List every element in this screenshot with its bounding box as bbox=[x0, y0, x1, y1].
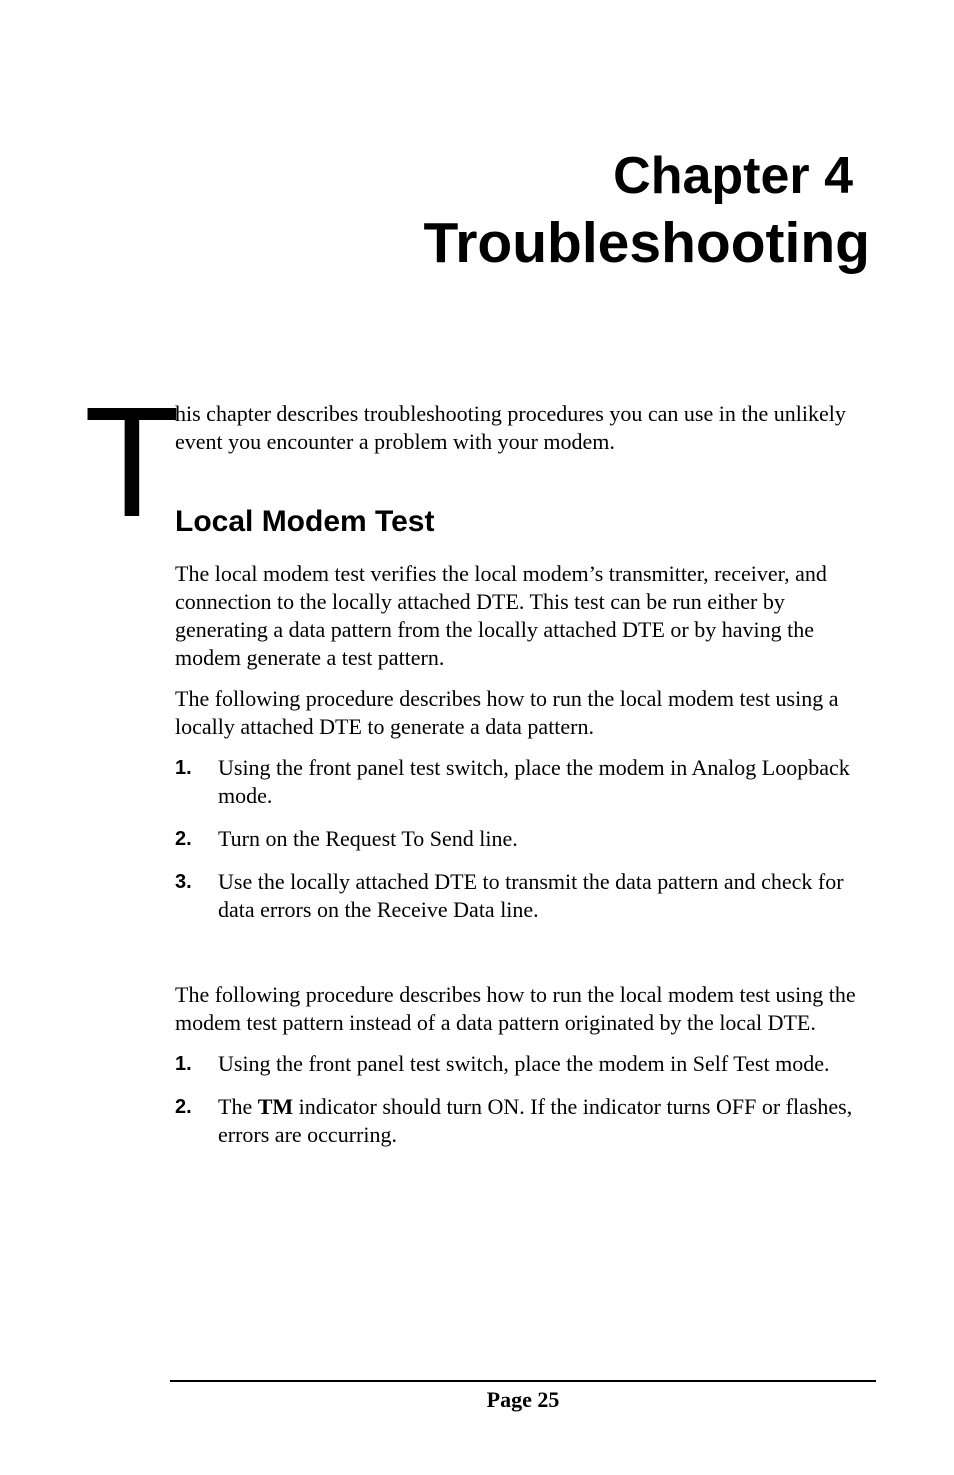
paragraph-procedure-dte: The following procedure describes how to run the local modem test using a locally attached DTE to generate a data pattern. bbox=[175, 686, 839, 739]
steps-list-dte bbox=[175, 754, 880, 924]
chapter-heading bbox=[423, 147, 870, 275]
step-text: Use the locally attached DTE to transmit the data pattern and check for data errors on the Receive Data line. bbox=[218, 869, 844, 922]
page-number: Page 25 bbox=[486, 1387, 560, 1412]
steps-list-self-test bbox=[175, 1050, 880, 1149]
list-item bbox=[175, 1093, 880, 1149]
step-text: Turn on the Request To Send line. bbox=[218, 826, 518, 851]
step-number: 2. bbox=[175, 828, 192, 850]
step-text bbox=[218, 1093, 880, 1149]
page-content bbox=[175, 400, 880, 1164]
step-number: 2. bbox=[175, 1096, 192, 1118]
paragraph-overview: The local modem test verifies the local modem’s transmitter, receiver, and connection to the locally attached DTE. This test can be run either by generating a data pattern from the locally attached DTE or by having the modem generate a test pattern. bbox=[175, 561, 827, 670]
spacer bbox=[175, 939, 880, 981]
step-text-before: The bbox=[218, 1094, 258, 1119]
step-number: 3. bbox=[175, 871, 192, 893]
chapter-number: Chapter 4 bbox=[613, 147, 853, 205]
step-number: 1. bbox=[175, 757, 192, 779]
paragraph-procedure-self-test: The following procedure describes how to run the local modem test using the modem test pattern instead of a data pattern originated by the local DTE. bbox=[175, 982, 856, 1035]
tm-indicator-label: TM bbox=[257, 1094, 294, 1119]
list-item bbox=[175, 868, 880, 924]
step-text-after: indicator should turn ON. If the indicator turns OFF or flashes, errors are occurring. bbox=[218, 1094, 853, 1147]
intro-paragraph: his chapter describes troubleshooting procedures you can use in the unlikely event you encounter a problem with your modem. bbox=[175, 401, 846, 454]
list-item bbox=[175, 1050, 880, 1078]
list-item bbox=[175, 825, 880, 853]
drop-cap: T bbox=[84, 375, 180, 550]
chapter-title: Troubleshooting bbox=[423, 211, 870, 275]
section-heading: Local Modem Test bbox=[175, 505, 435, 538]
footer-rule bbox=[170, 1380, 876, 1382]
list-item bbox=[175, 754, 880, 810]
step-text: Using the front panel test switch, place the modem in Analog Loopback mode. bbox=[218, 755, 850, 808]
step-text: Using the front panel test switch, place the modem in Self Test mode. bbox=[218, 1051, 830, 1076]
step-number: 1. bbox=[175, 1053, 192, 1075]
